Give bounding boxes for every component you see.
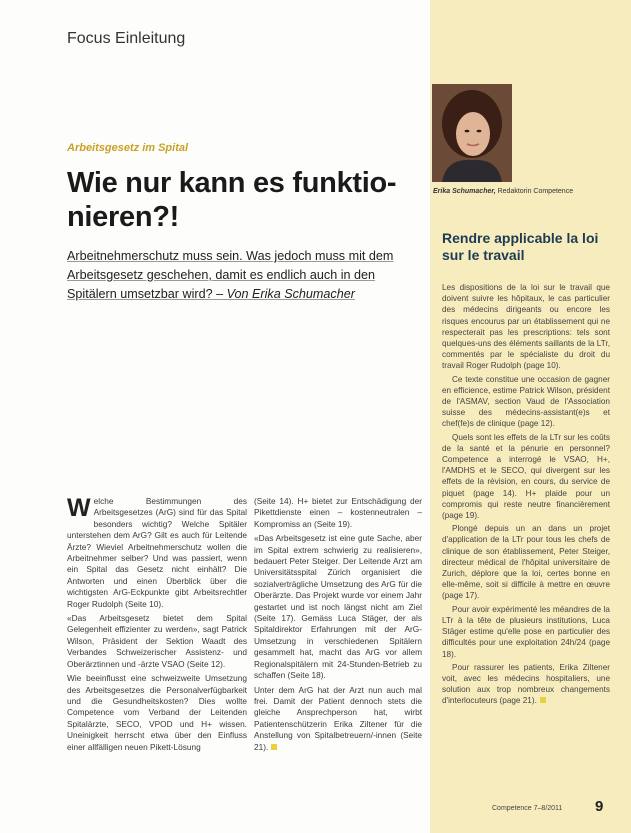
section-header: Focus Einleitung <box>67 30 186 47</box>
lead-text: Arbeitnehmerschutz muss sein. Was jedoch muss mit dem Arbeitsgesetz geschehen, damit es endlich auch in den Spitälern umsetzbar wird? <box>67 249 394 301</box>
paragraph: Plongé depuis un an dans un projet d'application de la LTr pour tous les chefs de clinique de son établissement, Peter Steiger, directeur médical de l'hôpital universitaire de Zurich, déplore que la loi, certes bonne en elle-même, soit si difficile à mettre en œuvre (page 17). <box>442 524 610 601</box>
byline: – Von Erika Schumacher <box>216 287 355 301</box>
paragraph-text: Pour rassurer les patients, Erika Ziltener voit, avec les médecins hospitaliers, une solution aux trop nombreux changements d'interlocuteurs (page 21). <box>442 662 610 706</box>
paragraph-text: elche Bestimmungen des Arbeitsgesetzes (ArG) sind für das Spital besonders wichtig? Welche Spitäler unterstehen dem ArG? Gilt es auch für Leitende Ärzte? Wieviel Arbeitnehmerschutz wollen die Arbeitnehmer selber? Und was passiert, wenn ein Spital das Gesetz nicht einhält? Die Antworten und einen Überblick über die wichtigsten ArG-Eckpunkte gibt Arbeitsrechtler Roger Rudolph (Seite 10). <box>67 496 247 609</box>
article-lead <box>67 247 422 304</box>
portrait-image <box>432 84 512 182</box>
paragraph <box>442 662 610 707</box>
caption-role: Redaktorin Competence <box>497 188 574 195</box>
photo-caption <box>433 188 623 195</box>
paragraph: Pour avoir expérimenté les méandres de la LTr à la tête de plusieurs institutions, Luca Stäger estime qu'elle pose en particulier des difficultés pour une exploitation 24h/24 (page 18). <box>442 604 610 659</box>
paragraph: «Das Arbeitsgesetz ist eine gute Sache, aber im Spital extrem schwierig zu realisieren», bedauert Peter Steiger. Der Leitende Arzt am Universitätsspital Zürich organisiert die sozialverträgliche Umsetzung des ArG für die Oberärzte. Das Projekt wurde vor einem Jahr gestartet und ist noch längst nicht am Ziel (Seite 17). Gemäss Luca Stäger, der als Spitaldirektor Erfahrungen mit der ArG-Umsetzung in verschiedenen Spitälern gesammelt hat, macht das ArG vor allem Regionalspitälern mit 24-Stunden-Betrieb zu schaffen (Seite 18). <box>254 533 422 681</box>
sidebar-title: Rendre applicable la loi sur le travail <box>442 230 599 263</box>
paragraph: Les dispositions de la loi sur le travail que doivent suivre les hôpitaux, le cas particulier des médecins dirigeants ou encore les risques encourus par un établissement qui ne respecterait pas les prescriptions: tels sont quelques-uns des éléments saillants de la LTr, commentés par le spécialiste du droit du travail Roger Rudolph (page 10). <box>442 283 610 371</box>
caption-name: Erika Schumacher, <box>433 188 496 195</box>
paragraph-text: Unter dem ArG hat der Arzt nun auch mal frei. Damit der Patient dennoch stets die gleiche Ansprechperson hat, wirbt Patientenschützerin Erika Ziltener für die Anstellung von Spitalbetreuern/-innen (Seite 21). <box>254 684 422 752</box>
paragraph: Wie beeinflusst eine schweizweite Umsetzung des Arbeitsgesetzes die Personalverfügbarkeit und die Gesundheitskosten? Dies wollte Competence vom Verband der Leitenden Spitalärzte, SECO, VPOD und H+ wissen. Uneinigkeit herrscht etwa über den Einfluss einer allfälligen neuen Pikett-Lösung <box>67 673 247 752</box>
page-number: 9 <box>595 798 604 815</box>
paragraph: (Seite 14). H+ bietet zur Entschädigung der Pikettdienste einen – kostenneutralen – Kompromiss an (Seite 19). <box>254 496 422 529</box>
article-kicker: Arbeitsgesetz im Spital <box>67 142 189 154</box>
article-title: Wie nur kann es funktio-nieren?! <box>67 167 397 233</box>
end-mark-icon <box>271 744 277 750</box>
footer-label: Competence 7–8/2011 <box>492 805 563 812</box>
dropcap: W <box>67 494 91 522</box>
paragraph: Quels sont les effets de la LTr sur les coûts de la santé et la pénurie en personnel? Competence a interrogé le VSAO, H+, l'AMDHS et le SECO, qui divergent sur les effets de la révision, en cours, du service de piquet (page 14). H+ plaide pour un compromis qui reste neutre financièrement (page 19). <box>442 432 610 521</box>
author-photo <box>432 84 512 182</box>
sidebar-text <box>442 282 610 709</box>
paragraph <box>67 496 247 610</box>
paragraph: «Das Arbeitsgesetz bietet dem Spital Gelegenheit effizienter zu werden», sagt Patrick Wilson, Präsident der Sektion Waadt des Verbandes Schweizerischer Assistenz- und Oberärztinnen und -ärzte VSAO (Seite 12). <box>67 613 247 669</box>
paragraph: Ce texte constitue une occasion de gagner en efficience, estime Patrick Wilson, président de l'ASMAV, section Vaud de l'Association suisse des médecins-assistant(e)s et chef(fe)s de clinique (page 12). <box>442 374 610 429</box>
end-mark-icon <box>540 697 546 703</box>
paragraph <box>254 685 422 753</box>
article-column-2 <box>254 496 422 756</box>
article-column-1 <box>67 496 247 756</box>
